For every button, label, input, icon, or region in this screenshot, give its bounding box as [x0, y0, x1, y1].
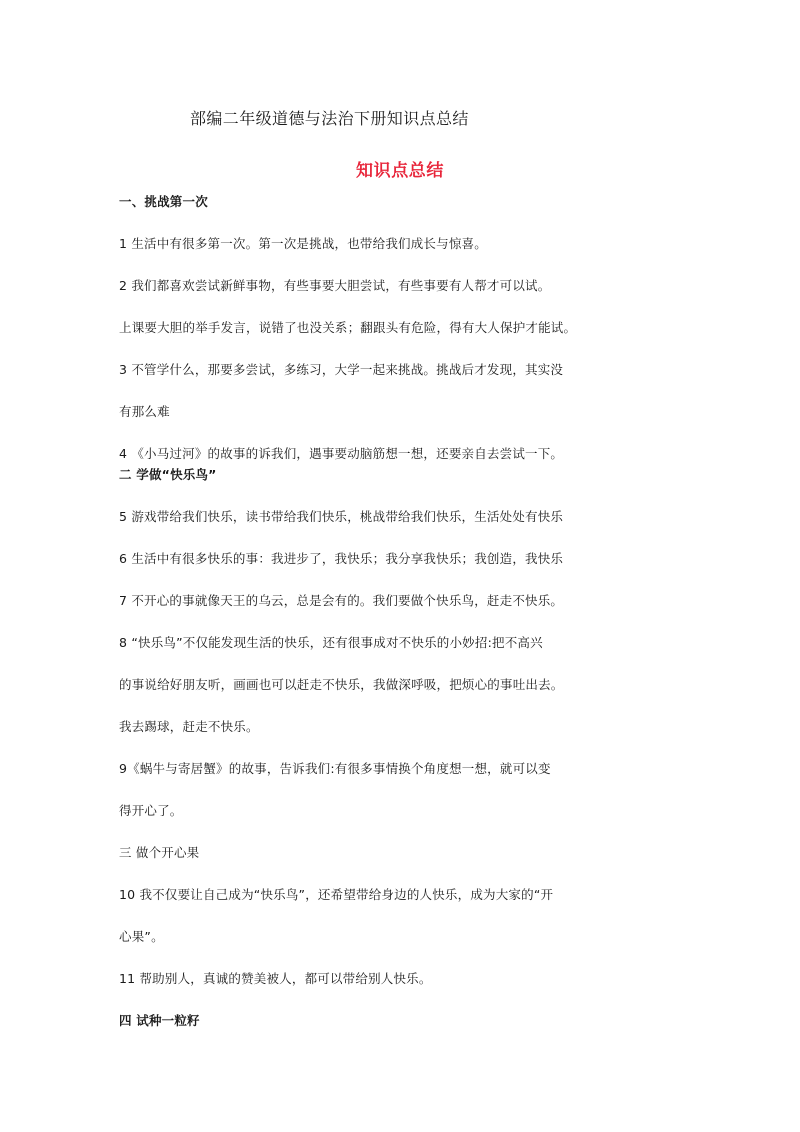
paragraph-line: 我去踢球，赶走不快乐。 [119, 719, 259, 734]
section-heading-3: 三 做个开心果 [119, 845, 200, 860]
paragraph-line: 4 《小马过河》的故事的诉我们，遇事要动脑筋想一想，还要亲自去尝试一下。 [119, 446, 564, 461]
paragraph-line: 8 “快乐鸟”不仅能发现生活的快乐，还有很事成对不快乐的小妙招:把不高兴 [119, 635, 543, 650]
section-heading-4: 四 试种一粒籽 [119, 1013, 200, 1028]
paragraph-line: 有那么难 [119, 404, 170, 419]
paragraph-line: 10 我不仅要让自己成为“快乐鸟”，还希望带给身边的人快乐，成为大家的“开 [119, 887, 554, 902]
section-heading-2: 二 学做“快乐鸟” [119, 467, 217, 482]
paragraph-line: 9《蜗牛与寄居蟹》的故事，告诉我们:有很多事情换个角度想一想，就可以变 [119, 761, 551, 776]
paragraph-line: 6 生活中有很多快乐的事：我进步了，我快乐；我分享我快乐；我创造，我快乐 [119, 551, 564, 566]
paragraph-line: 的事说给好朋友听，画画也可以赶走不快乐，我做深呼吸，把烦心的事吐出去。 [119, 677, 564, 692]
paragraph-line: 5 游戏带给我们快乐，读书带给我们快乐，桃战带给我们快乐，生活处处有快乐 [119, 509, 564, 524]
paragraph-line: 得开心了。 [119, 803, 183, 818]
section-heading-summary: 知识点总结 [356, 161, 444, 181]
section-heading-1: 一、挑战第一次 [119, 194, 208, 209]
paragraph-line: 2 我们都喜欢尝试新鲜事物，有些事要大胆尝试，有些事要有人帮才可以试。 [119, 278, 551, 293]
paragraph-line: 1 生活中有很多第一次。第一次是挑战，也带给我们成长与惊喜。 [119, 236, 487, 251]
document-title: 部编二年级道德与法治下册知识点总结 [190, 109, 469, 128]
paragraph-line: 11 帮助别人，真诚的赞美被人，都可以带给别人快乐。 [119, 971, 432, 986]
paragraph-line: 7 不开心的事就像天王的乌云，总是会有的。我们要做个快乐鸟，赶走不快乐。 [119, 593, 564, 608]
paragraph-line: 心果”。 [119, 929, 164, 944]
paragraph-line: 3 不管学什么，那要多尝试，多练习，大学一起来挑战。挑战后才发现，其实没 [119, 362, 564, 377]
paragraph-line: 上课要大胆的举手发言，说错了也没关系；翻跟头有危险，得有大人保护才能试。 [119, 320, 577, 335]
